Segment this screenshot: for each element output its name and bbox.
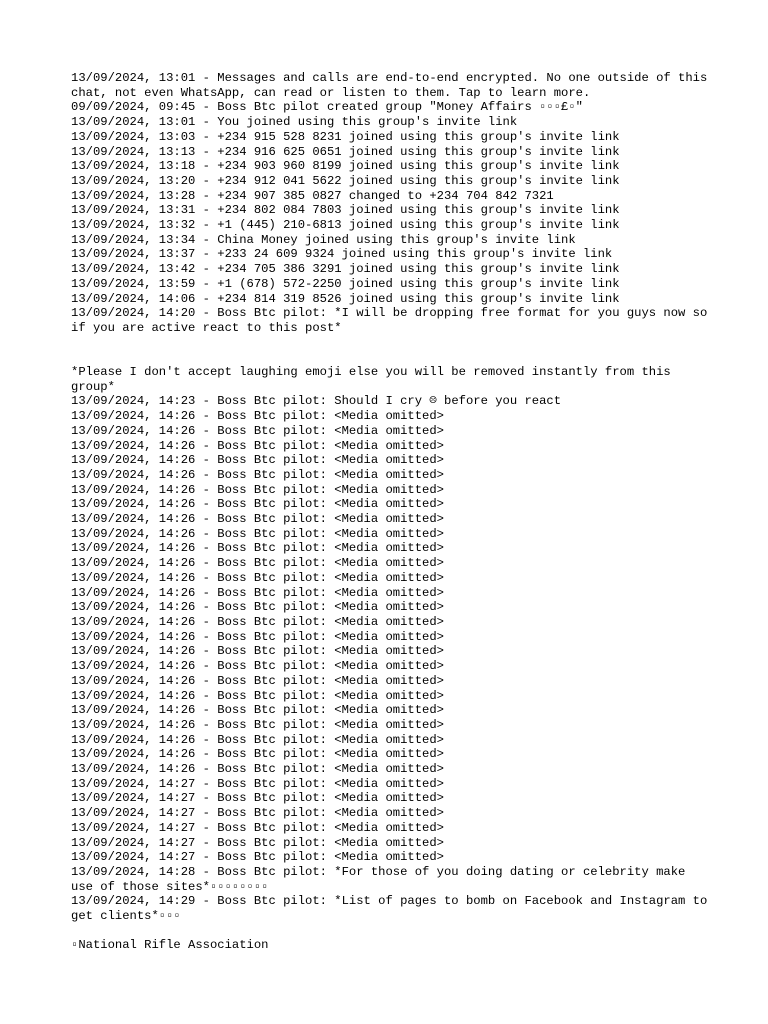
chat-line xyxy=(71,924,711,939)
chat-line: 13/09/2024, 14:26 - Boss Btc pilot: <Media omitted> xyxy=(71,703,444,718)
chat-export-text xyxy=(71,71,715,953)
chat-line: 13/09/2024, 14:26 - Boss Btc pilot: <Media omitted> xyxy=(71,541,444,556)
chat-line: 13/09/2024, 14:26 - Boss Btc pilot: <Media omitted> xyxy=(71,512,444,527)
chat-line: 13/09/2024, 14:27 - Boss Btc pilot: <Media omitted> xyxy=(71,806,444,821)
chat-line: 13/09/2024, 14:26 - Boss Btc pilot: <Media omitted> xyxy=(71,467,444,482)
chat-line: 13/09/2024, 13:01 - Messages and calls are end-to-end encrypted. No one outside of this chat, not even WhatsApp, can read or listen to them. Tap to learn more. xyxy=(71,71,715,100)
chat-line: 13/09/2024, 13:13 - +234 916 625 0651 joined using this group's invite link xyxy=(71,144,620,159)
chat-line: 13/09/2024, 14:26 - Boss Btc pilot: <Media omitted> xyxy=(71,423,444,438)
chat-line: 13/09/2024, 14:26 - Boss Btc pilot: <Media omitted> xyxy=(71,497,444,512)
chat-line: 13/09/2024, 13:37 - +233 24 609 9324 joined using this group's invite link xyxy=(71,247,613,262)
chat-line: 13/09/2024, 14:26 - Boss Btc pilot: <Media omitted> xyxy=(71,629,444,644)
chat-line: 13/09/2024, 13:01 - You joined using this group's invite link xyxy=(71,115,518,130)
chat-line xyxy=(71,350,711,365)
chat-line: 13/09/2024, 14:26 - Boss Btc pilot: <Media omitted> xyxy=(71,409,444,424)
chat-line: 13/09/2024, 14:27 - Boss Btc pilot: <Media omitted> xyxy=(71,835,444,850)
chat-line: 13/09/2024, 14:27 - Boss Btc pilot: <Media omitted> xyxy=(71,776,444,791)
chat-line: *Please I don't accept laughing emoji else you will be removed instantly from this group* xyxy=(71,365,679,394)
chat-line: 13/09/2024, 14:26 - Boss Btc pilot: <Media omitted> xyxy=(71,659,444,674)
chat-line: 13/09/2024, 14:26 - Boss Btc pilot: <Media omitted> xyxy=(71,614,444,629)
chat-line: 13/09/2024, 13:31 - +234 802 084 7803 joined using this group's invite link xyxy=(71,203,620,218)
chat-line: 13/09/2024, 14:26 - Boss Btc pilot: <Media omitted> xyxy=(71,673,444,688)
chat-line: 13/09/2024, 14:26 - Boss Btc pilot: <Media omitted> xyxy=(71,644,444,659)
chat-line: 13/09/2024, 14:28 - Boss Btc pilot: *For those of you doing dating or celebrity make use of those sites*▫▫▫▫▫▫▫▫ xyxy=(71,864,693,894)
chat-line: 13/09/2024, 13:18 - +234 903 960 8199 joined using this group's invite link xyxy=(71,159,620,174)
chat-line: 13/09/2024, 13:03 - +234 915 528 8231 joined using this group's invite link xyxy=(71,129,620,144)
chat-line: 13/09/2024, 14:26 - Boss Btc pilot: <Media omitted> xyxy=(71,732,444,747)
chat-line: 13/09/2024, 14:26 - Boss Btc pilot: <Media omitted> xyxy=(71,438,444,453)
chat-line: 13/09/2024, 13:32 - +1 (445) 210-6813 joined using this group's invite link xyxy=(71,218,620,233)
chat-line: 13/09/2024, 14:26 - Boss Btc pilot: <Media omitted> xyxy=(71,453,444,468)
chat-line: 13/09/2024, 14:26 - Boss Btc pilot: <Media omitted> xyxy=(71,526,444,541)
chat-line: 09/09/2024, 09:45 - Boss Btc pilot created group "Money Affairs ▫▫▫£▫" xyxy=(71,100,583,115)
chat-line: 13/09/2024, 14:26 - Boss Btc pilot: <Media omitted> xyxy=(71,762,444,777)
chat-line: 13/09/2024, 14:26 - Boss Btc pilot: <Media omitted> xyxy=(71,482,444,497)
chat-line: 13/09/2024, 13:28 - +234 907 385 0827 changed to +234 704 842 7321 xyxy=(71,188,554,203)
chat-line: 13/09/2024, 14:27 - Boss Btc pilot: <Media omitted> xyxy=(71,791,444,806)
chat-line: 13/09/2024, 13:20 - +234 912 041 5622 joined using this group's invite link xyxy=(71,173,620,188)
chat-line: 13/09/2024, 14:26 - Boss Btc pilot: <Media omitted> xyxy=(71,556,444,571)
chat-line: 13/09/2024, 14:26 - Boss Btc pilot: <Media omitted> xyxy=(71,570,444,585)
chat-line: 13/09/2024, 14:26 - Boss Btc pilot: <Media omitted> xyxy=(71,600,444,615)
chat-line: 13/09/2024, 14:26 - Boss Btc pilot: <Media omitted> xyxy=(71,585,444,600)
chat-line: 13/09/2024, 14:27 - Boss Btc pilot: <Media omitted> xyxy=(71,850,444,865)
chat-line: 13/09/2024, 14:27 - Boss Btc pilot: <Media omitted> xyxy=(71,820,444,835)
chat-line xyxy=(71,336,711,351)
chat-line: 13/09/2024, 14:26 - Boss Btc pilot: <Media omitted> xyxy=(71,717,444,732)
chat-line: 13/09/2024, 14:23 - Boss Btc pilot: Should I cry ☹ before you react xyxy=(71,394,562,409)
chat-line: 13/09/2024, 14:29 - Boss Btc pilot: *List of pages to bomb on Facebook and Instagram to get clients*▫▫▫ xyxy=(71,894,715,924)
chat-line: 13/09/2024, 14:06 - +234 814 319 8526 joined using this group's invite link xyxy=(71,291,620,306)
chat-line: 13/09/2024, 14:26 - Boss Btc pilot: <Media omitted> xyxy=(71,688,444,703)
chat-line: 13/09/2024, 13:59 - +1 (678) 572-2250 joined using this group's invite link xyxy=(71,276,620,291)
chat-line: 13/09/2024, 14:20 - Boss Btc pilot: *I will be dropping free format for you guys now so if you are active react to this post* xyxy=(71,306,715,335)
chat-line: 13/09/2024, 14:26 - Boss Btc pilot: <Media omitted> xyxy=(71,747,444,762)
chat-line: 13/09/2024, 13:34 - China Money joined using this group's invite link xyxy=(71,232,576,247)
chat-line: ▫National Rifle Association xyxy=(71,938,269,953)
chat-line: 13/09/2024, 13:42 - +234 705 386 3291 joined using this group's invite link xyxy=(71,262,620,277)
